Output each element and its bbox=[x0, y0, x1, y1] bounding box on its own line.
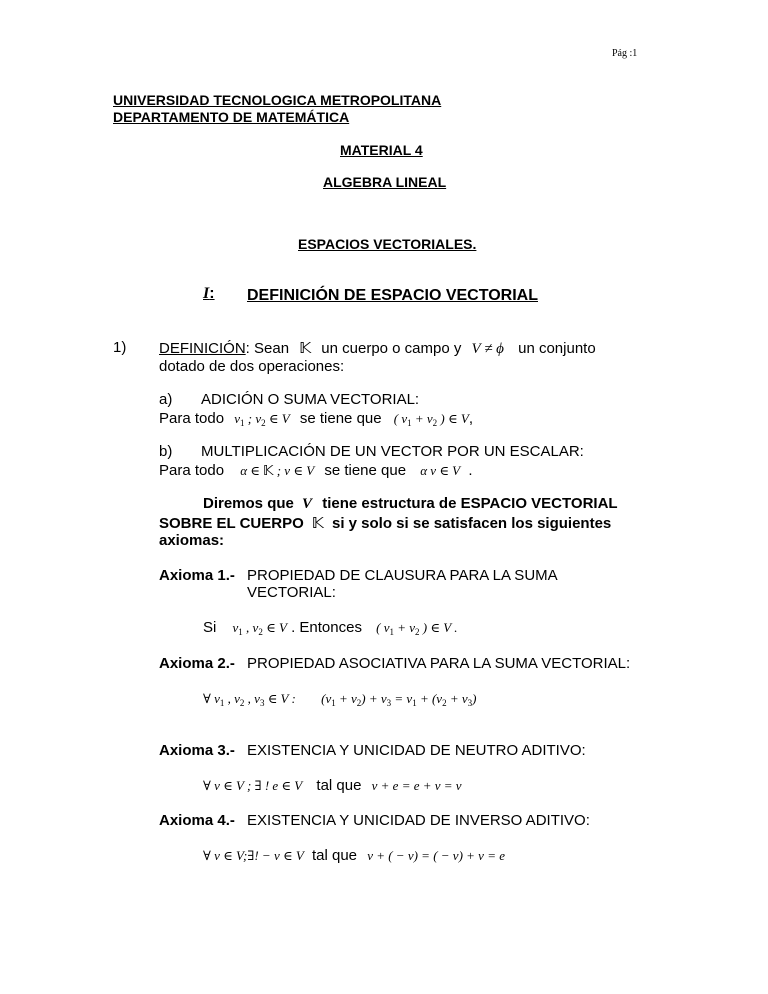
op-a-line bbox=[159, 410, 473, 428]
university-name: UNIVERSIDAD TECNOLOGICA METROPOLITANA bbox=[113, 92, 442, 108]
op-a-comma: , bbox=[468, 410, 473, 427]
axiom-3-tal-que: tal que bbox=[316, 777, 362, 794]
op-b-se-tiene: se tiene que bbox=[324, 462, 407, 479]
course-title: ALGEBRA LINEAL bbox=[323, 174, 447, 190]
page-number: Pág :1 bbox=[612, 48, 638, 59]
axiom-3-formula: ∀ v ∈ V ; ∃ ! e ∈ V tal que v + e = e + v = v bbox=[203, 777, 462, 794]
axiom-1-formula bbox=[203, 619, 457, 637]
axiom-1-si: Si bbox=[203, 619, 217, 636]
department-name: DEPARTAMENTO DE MATEMÁTICA bbox=[113, 109, 350, 125]
axiom-1-title-1: PROPIEDAD DE CLAUSURA PARA LA SUMA bbox=[247, 567, 558, 584]
definition-heading: DEFINICIÓN bbox=[159, 340, 246, 357]
statement-k: 𝕂 bbox=[311, 514, 324, 532]
axiom-4-tal-que: tal que bbox=[311, 847, 358, 864]
section-colon: : bbox=[209, 285, 215, 302]
op-b-formula-2: α v ∈ V bbox=[420, 463, 461, 478]
field-symbol: 𝕂 bbox=[299, 339, 312, 357]
axiom-2-title: PROPIEDAD ASOCIATIVA PARA LA SUMA VECTORIAL: bbox=[247, 655, 631, 672]
axiom-3-title: EXISTENCIA Y UNICIDAD DE NEUTRO ADITIVO: bbox=[247, 742, 586, 759]
definition-text-a: : Sean bbox=[245, 340, 290, 357]
op-a-formula-2: ( $v_1 + v_2$ ) ∈ V bbox=[393, 411, 469, 428]
axiom-4-label: Axioma 4.- bbox=[159, 812, 235, 829]
axiom-4-formula: ∀ v ∈ V;∃! − v ∈ V tal que v + ( − v) = ( − v) + v = e bbox=[203, 847, 505, 864]
axiom-2-formula: ∀ $v_1$ , $v_2$ , $v_3$ ∈ V : $(v_1 + v_2) + v_3 = v_1 + (v_2 + v_3)$ bbox=[203, 691, 477, 708]
section-heading bbox=[203, 285, 215, 303]
statement-si-y-solo: si y solo si se satisfacen los siguientes bbox=[331, 515, 612, 532]
op-b-period: . bbox=[468, 462, 473, 479]
statement-v: V bbox=[302, 496, 313, 512]
op-a-formula-1: $v_1$ ; $v_2$ ∈ V bbox=[234, 411, 290, 428]
section-numeral: I bbox=[203, 285, 210, 302]
definition-line-1 bbox=[159, 339, 596, 358]
statement-diremos: Diremos que bbox=[203, 495, 294, 512]
v-not-empty: V ≠ ϕ bbox=[471, 341, 504, 357]
axiom-1-formula-1: $v_1$ , $v_2$ ∈ V bbox=[232, 620, 287, 637]
statement-tiene: tiene estructura de ESPACIO VECTORIAL bbox=[322, 495, 618, 512]
section-title: DEFINICIÓN DE ESPACIO VECTORIAL bbox=[247, 287, 538, 304]
material-title: MATERIAL 4 bbox=[340, 142, 423, 158]
op-b-para-todo: Para todo bbox=[159, 462, 225, 479]
definition-line-2: dotado de dos operaciones: bbox=[159, 358, 345, 375]
op-a-label: a) bbox=[159, 391, 173, 408]
op-b-title: MULTIPLICACIÓN DE UN VECTOR POR UN ESCALAR: bbox=[201, 443, 584, 460]
op-a-title: ADICIÓN O SUMA VECTORIAL: bbox=[201, 391, 420, 408]
topic-title: ESPACIOS VECTORIALES. bbox=[298, 236, 477, 252]
op-b-label: b) bbox=[159, 443, 173, 460]
statement-axiomas: axiomas: bbox=[159, 532, 225, 549]
op-b-formula-1: α ∈ 𝕂 ; v ∈ V bbox=[240, 463, 315, 479]
definition-text-c: un conjunto bbox=[518, 340, 596, 357]
op-a-se-tiene: se tiene que bbox=[299, 410, 382, 427]
definition-text-b: un cuerpo o campo y bbox=[321, 340, 462, 357]
statement-line-1 bbox=[203, 495, 618, 513]
axiom-1-entonces: . Entonces bbox=[291, 619, 362, 636]
definition-number: 1) bbox=[113, 339, 127, 356]
axiom-2-label: Axioma 2.- bbox=[159, 655, 235, 672]
statement-line-2 bbox=[159, 514, 611, 532]
axiom-4-title: EXISTENCIA Y UNICIDAD DE INVERSO ADITIVO: bbox=[247, 812, 590, 829]
statement-sobre: SOBRE EL CUERPO bbox=[159, 515, 304, 532]
axiom-1-title-2: VECTORIAL: bbox=[247, 584, 336, 601]
op-a-para-todo: Para todo bbox=[159, 410, 225, 427]
axiom-3-label: Axioma 3.- bbox=[159, 742, 235, 759]
op-b-line bbox=[159, 462, 472, 479]
axiom-1-label: Axioma 1.- bbox=[159, 567, 235, 584]
axiom-1-formula-2: ( $v_1 + v_2$ ) ∈ V . bbox=[376, 620, 458, 637]
